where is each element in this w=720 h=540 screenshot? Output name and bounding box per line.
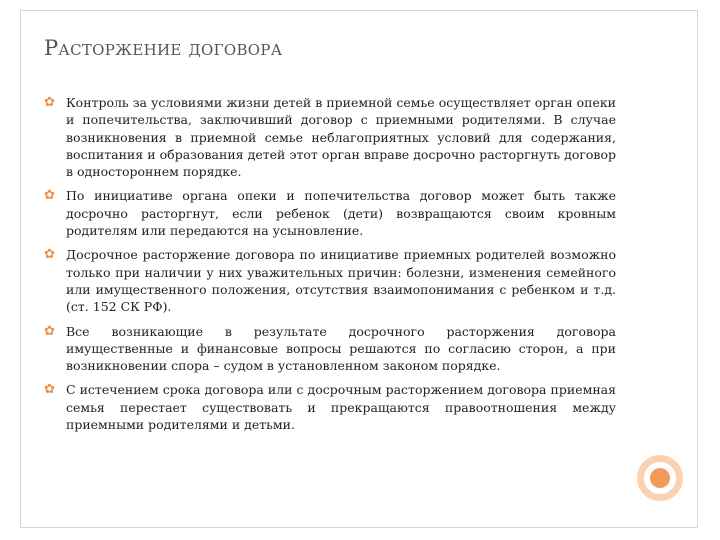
bullet-item xyxy=(44,323,616,375)
bullet-text: Все возникающие в результате досрочного расторжения договора имущественные и финансовые вопросы решаются по согласию сторон, а при возникновении спора – судом в установленном законом порядке. xyxy=(66,323,616,374)
flower-bullet-icon: ✿ xyxy=(44,95,55,110)
flower-bullet-icon: ✿ xyxy=(44,323,55,339)
bullet-item xyxy=(44,94,616,180)
bullet-item xyxy=(44,187,616,239)
flower-bullet-icon: ✿ xyxy=(44,382,55,398)
bullet-item xyxy=(44,381,616,433)
bullet-text: По инициативе органа опеки и попечительства договор может быть также досрочно расторгнут, если ребенок (дети) возвращаются своим кровным родителям или передаются на усыновление. xyxy=(66,188,616,239)
bullet-text: Досрочное расторжение договора по инициативе приемных родителей возможно только при наличии у них уважительных причин: болезни, изменения семейного или имущественного положения, отсутствия взаимопонимания с ребенком и т.д. (ст. 152 СК РФ). xyxy=(66,247,616,315)
decorative-circle-icon xyxy=(637,455,683,501)
bullet-item xyxy=(44,246,616,315)
flower-bullet-icon: ✿ xyxy=(44,247,55,263)
bullet-text: С истечением срока договора или с досрочным расторжением договора приемная семья перестает существовать и прекращаются правоотношения между приемными родителями и детьми. xyxy=(66,382,616,433)
decorative-circle-center xyxy=(650,468,670,488)
bullet-list xyxy=(44,94,616,440)
slide-title: Расторжение договора xyxy=(44,36,283,60)
bullet-text: Контроль за условиями жизни детей в приемной семье осуществляет орган опеки и попечительства, заключивший договор с приемными родителями. В случае возникновения в приемной семье неблагоприятных условий для содержания, воспитания и образования детей этот орган вправе досрочно расторгнуть договор в одностороннем порядке. xyxy=(66,95,616,180)
flower-bullet-icon: ✿ xyxy=(44,188,55,204)
